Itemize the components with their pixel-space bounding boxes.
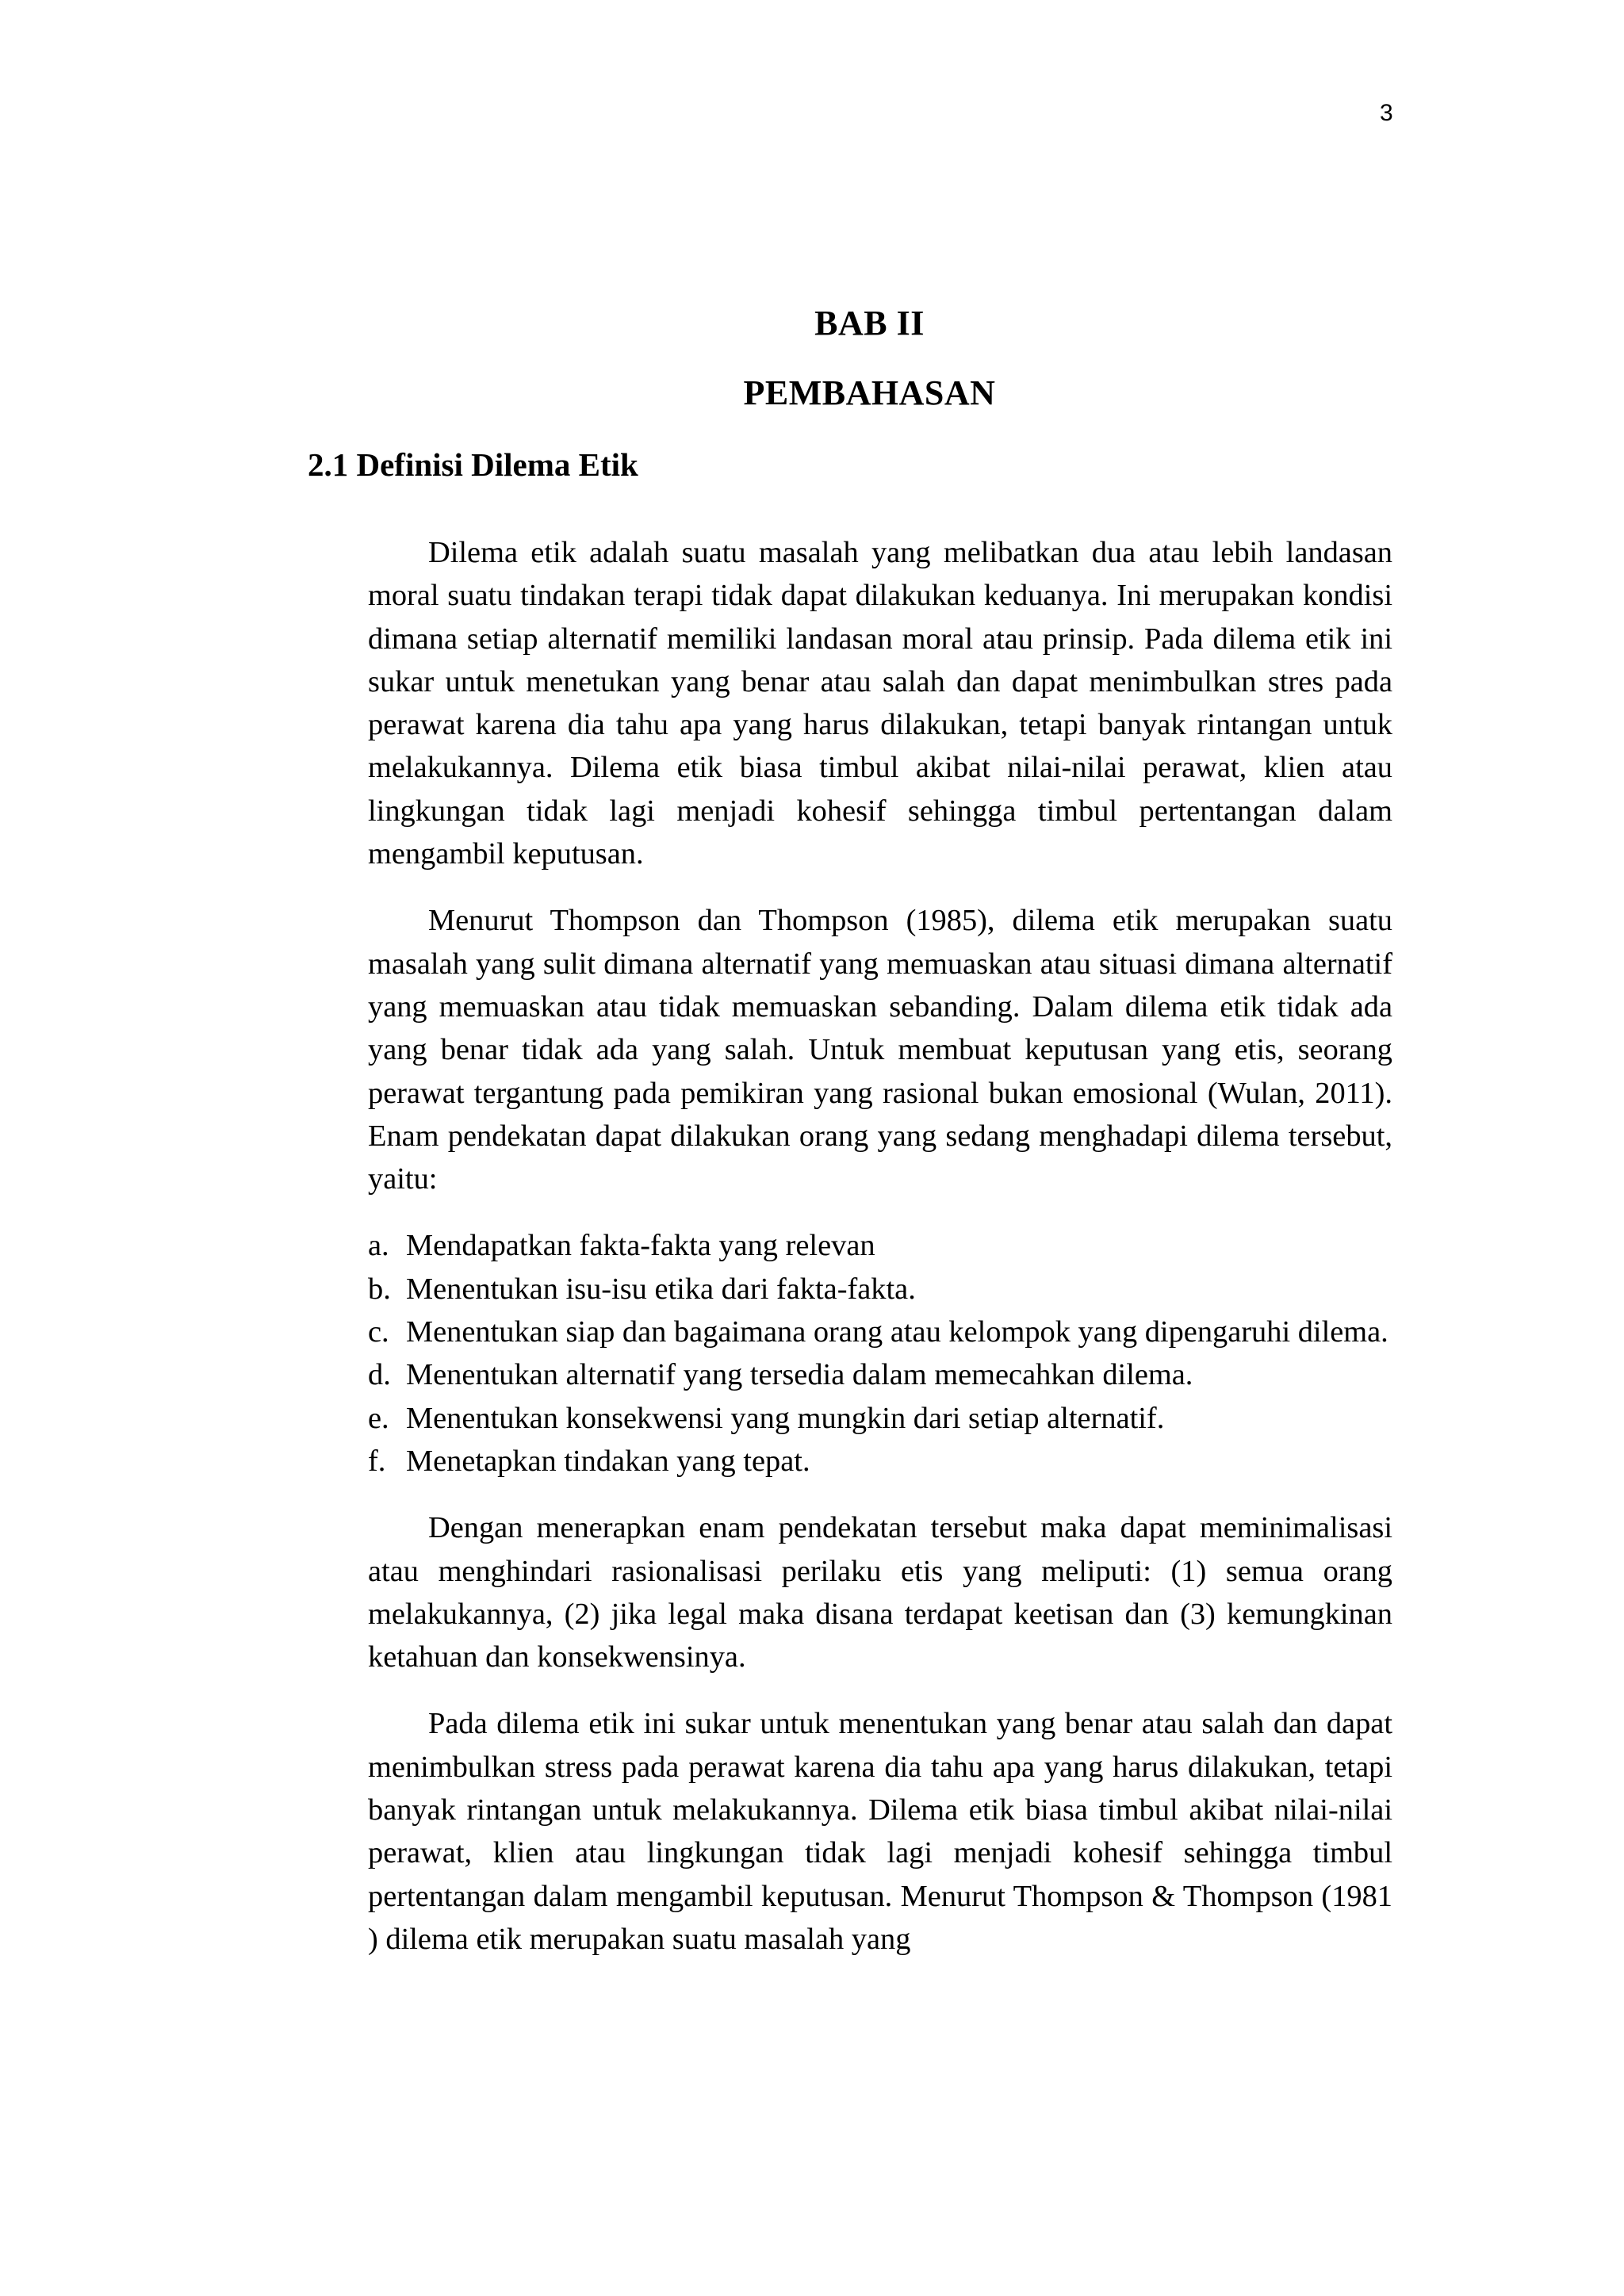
list-marker: a. bbox=[368, 1229, 389, 1263]
list-item bbox=[368, 1311, 1392, 1353]
paragraph: Pada dilema etik ini sukar untuk menentukan yang benar atau salah dan dapat menimbulkan stress pada perawat karena dia tahu apa yang harus dilakukan, tetapi banyak rintangan untuk melakukannya. Dilema etik biasa timbul akibat nilai-nilai perawat, klien atau lingkungan tidak lagi menjadi kohesif sehingga timbul pertentangan dalam mengambil keputusan. Menurut Thompson & Thompson (1981 ) dilema etik merupakan suatu masalah yang bbox=[368, 1707, 1392, 1956]
list-item bbox=[368, 1397, 1392, 1440]
body-content bbox=[368, 531, 1392, 1961]
list-marker: e. bbox=[368, 1401, 389, 1435]
list-marker: d. bbox=[368, 1358, 391, 1392]
list-marker: b. bbox=[368, 1272, 391, 1306]
section-heading: 2.1 Definisi Dilema Etik bbox=[308, 446, 638, 483]
paragraph: Dilema etik adalah suatu masalah yang melibatkan dua atau lebih landasan moral suatu tindakan terapi tidak dapat dilakukan keduanya. Ini merupakan kondisi dimana setiap alternatif memiliki landasan moral atau prinsip. Pada dilema etik ini sukar untuk menetukan yang benar atau salah dan dapat menimbulkan stres pada perawat karena dia tahu apa yang harus dilakukan, tetapi banyak rintangan untuk melakukannya. Dilema etik biasa timbul akibat nilai-nilai perawat, klien atau lingkungan tidak lagi menjadi kohesif sehingga timbul pertentangan dalam mengambil keputusan. bbox=[368, 536, 1392, 871]
list-item-text: Mendapatkan fakta-fakta yang relevan bbox=[406, 1229, 875, 1263]
list-item-text: Menentukan konsekwensi yang mungkin dari setiap alternatif. bbox=[406, 1401, 1165, 1435]
paragraph: Dengan menerapkan enam pendekatan tersebut maka dapat meminimalisasi atau menghindari rasionalisasi perilaku etis yang meliputi: (1) semua orang melakukannya, (2) jika legal maka disana terdapat keetisan dan (3) kemungkinan ketahuan dan konsekwensinya. bbox=[368, 1511, 1392, 1674]
list-item-text: Menentukan siap dan bagaimana orang atau kelompok yang dipengaruhi dilema. bbox=[406, 1315, 1388, 1349]
list-item bbox=[368, 1268, 1392, 1311]
list-item-text: Menentukan isu-isu etika dari fakta-fakta. bbox=[406, 1272, 916, 1306]
list-item-text: Menetapkan tindakan yang tepat. bbox=[406, 1444, 810, 1478]
list-item bbox=[368, 1353, 1392, 1396]
list-item-text: Menentukan alternatif yang tersedia dalam memecahkan dilema. bbox=[406, 1358, 1193, 1392]
chapter-title: PEMBAHASAN bbox=[743, 373, 996, 412]
page-number: 3 bbox=[1380, 100, 1393, 126]
paragraph: Menurut Thompson dan Thompson (1985), dilema etik merupakan suatu masalah yang sulit dimana alternatif yang memuaskan atau situasi dimana alternatif yang memuaskan atau tidak memuaskan sebanding. Dalam dilema etik tidak ada yang benar tidak ada yang salah. Untuk membuat keputusan yang etis, seorang perawat tergantung pada pemikiran yang rasional bukan emosional (Wulan, 2011). Enam pendekatan dapat dilakukan orang yang sedang menghadapi dilema tersebut, yaitu: bbox=[368, 904, 1392, 1196]
list-marker: f. bbox=[368, 1444, 386, 1478]
list-item bbox=[368, 1224, 1392, 1267]
list-marker: c. bbox=[368, 1315, 389, 1349]
list-item bbox=[368, 1440, 1392, 1483]
approach-list bbox=[368, 1224, 1392, 1483]
chapter-label: BAB II bbox=[814, 304, 925, 342]
